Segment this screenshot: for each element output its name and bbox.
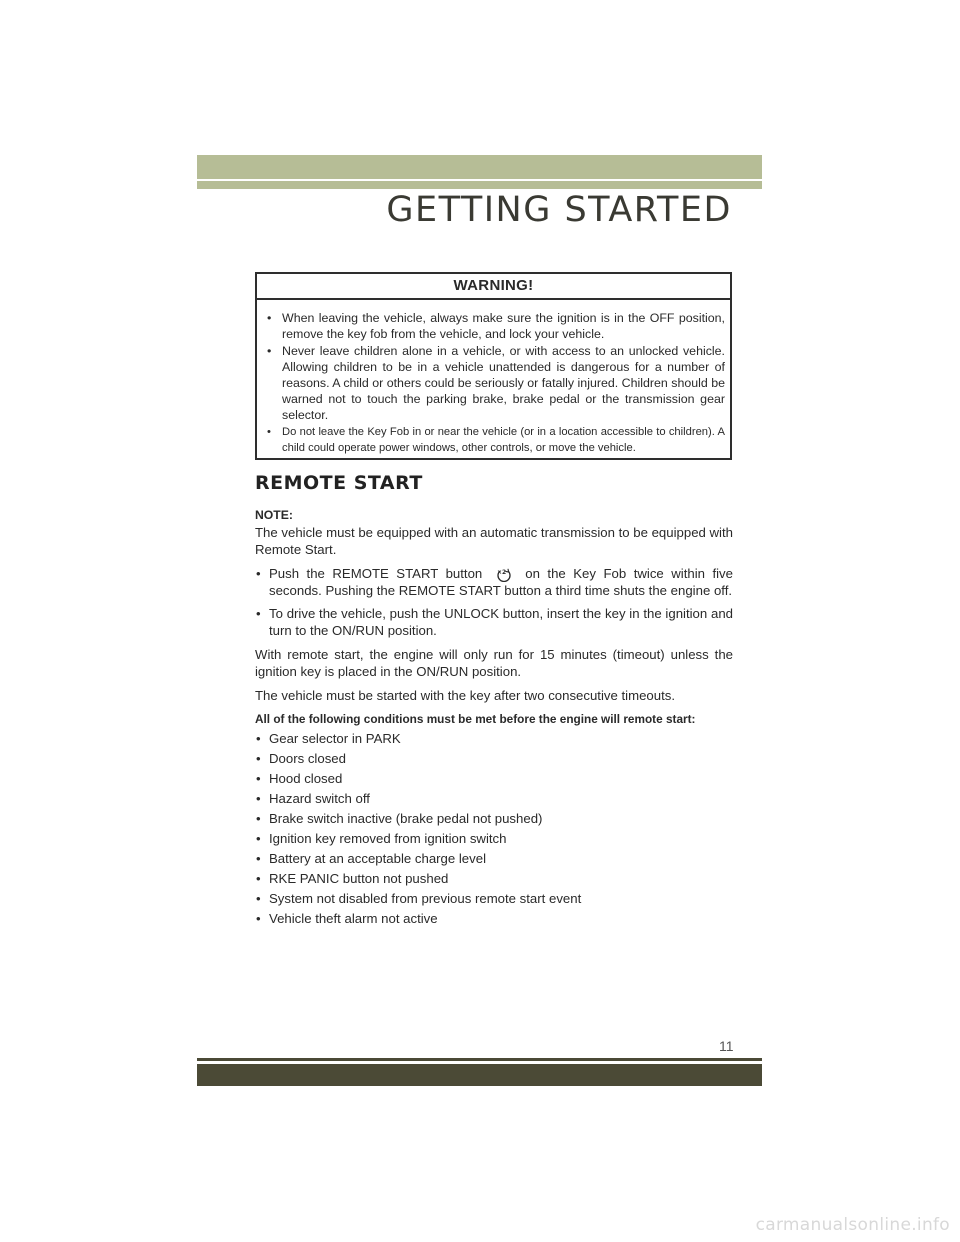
- instruction-list: [255, 565, 733, 639]
- header-bar: [197, 155, 762, 179]
- warning-box: [255, 272, 732, 460]
- warning-item: • When leaving the vehicle, always make sure the ignition is in the OFF position, remove the key fob from the vehicle, and lock your vehicle.: [267, 310, 725, 342]
- warning-item: • Do not leave the Key Fob in or near the vehicle (or in a location accessible to children). A child could operate power windows, other controls, or move the vehicle.: [267, 424, 725, 456]
- conditions-list: [255, 730, 733, 930]
- warning-list: [257, 300, 730, 456]
- instruction-item: • To drive the vehicle, push the UNLOCK button, insert the key in the ignition and turn to the ON/RUN position.: [255, 605, 733, 639]
- remote-start-content: [255, 507, 733, 930]
- note-text: The vehicle must be equipped with an automatic transmission to be equipped with Remote Start.: [255, 525, 733, 557]
- condition-item: • Gear selector in PARK: [255, 730, 733, 750]
- watermark: carmanualsonline.info: [755, 1215, 950, 1235]
- condition-item: • Ignition key removed from ignition switch: [255, 830, 733, 850]
- condition-item: • RKE PANIC button not pushed: [255, 870, 733, 890]
- condition-item: • Brake switch inactive (brake pedal not pushed): [255, 810, 733, 830]
- instruction-item: [255, 565, 733, 599]
- remote-start-icon: [494, 568, 514, 582]
- timeout-paragraph: With remote start, the engine will only run for 15 minutes (timeout) unless the ignition key is placed in the ON/RUN position.: [255, 647, 733, 679]
- note-label: NOTE:: [255, 508, 293, 522]
- svg-text:×2: ×2: [496, 568, 506, 576]
- header-line: [197, 181, 762, 189]
- condition-item: • Doors closed: [255, 750, 733, 770]
- warning-title: WARNING!: [257, 274, 730, 300]
- consecutive-paragraph: The vehicle must be started with the key after two consecutive timeouts.: [255, 688, 675, 703]
- condition-item: • Hazard switch off: [255, 790, 733, 810]
- condition-item: • Battery at an acceptable charge level: [255, 850, 733, 870]
- footer-bar: [197, 1064, 762, 1086]
- remote-start-heading: REMOTE START: [255, 472, 423, 494]
- instruction-text: on the Key Fob twice within five seconds. Pushing the REMOTE START button a third time shuts the engine off.: [269, 566, 733, 598]
- section-title: GETTING STARTED: [386, 190, 732, 230]
- condition-item: • System not disabled from previous remote start event: [255, 890, 733, 910]
- condition-item: • Hood closed: [255, 770, 733, 790]
- page-number: 11: [719, 1038, 734, 1054]
- warning-item: • Never leave children alone in a vehicle, or with access to an unlocked vehicle. Allowing children to be in a vehicle unattended is dangerous for a number of reasons. A child or others could be seriously or fatally injured. Children should be warned not to touch the parking brake, brake pedal or the transmission gear selector.: [267, 343, 725, 423]
- conditions-label: All of the following conditions must be met before the engine will remote start:: [255, 712, 696, 726]
- condition-item: • Vehicle theft alarm not active: [255, 910, 733, 930]
- instruction-text: Push the REMOTE START button: [269, 566, 483, 581]
- footer-line: [197, 1058, 762, 1061]
